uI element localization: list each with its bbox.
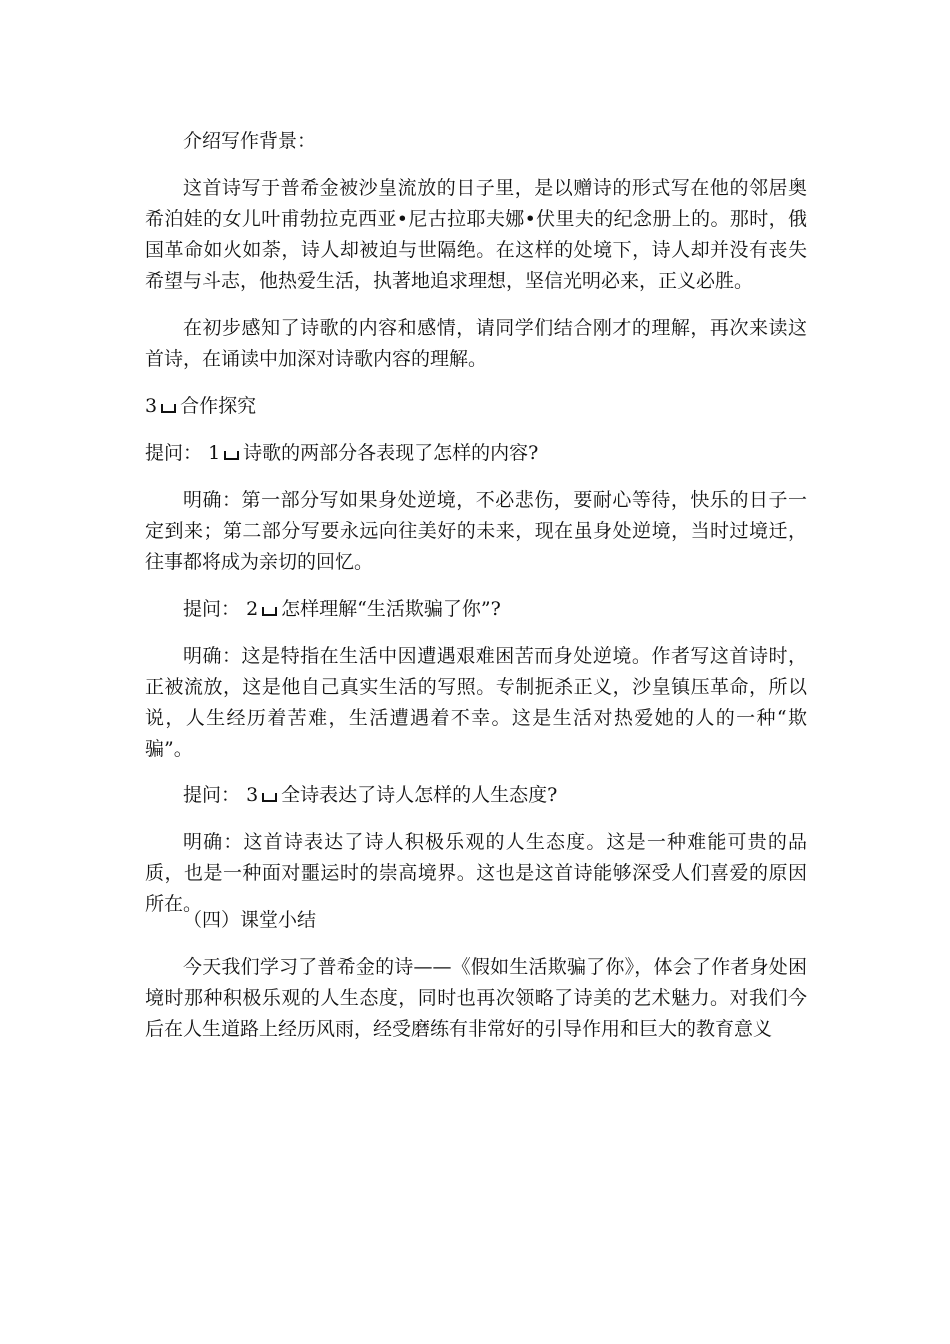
question-3 — [145, 780, 807, 811]
reading-instruction-paragraph: 在初步感知了诗歌的内容和感情，请同学们结合刚才的理解，再次来读这首诗，在诵读中加深对诗歌内容的理解。 — [145, 317, 807, 370]
question-2 — [145, 594, 807, 625]
list-marker-icon — [262, 607, 277, 616]
background-paragraph: 这首诗写于普希金被沙皇流放的日子里，是以赠诗的形式写在他的邻居奥希泊娃的女儿叶甫勃拉克西亚•尼古拉耶夫娜•伏里夫的纪念册上的。那时，俄国革命如火如荼，诗人却被迫与世隔绝。在这样的处境下，诗人却并没有丧失希望与斗志，他热爱生活，执著地追求理想，坚信光明必来，正义必胜。 — [145, 177, 807, 292]
question-prefix: 提问： — [183, 598, 241, 620]
section-number: 3 — [145, 395, 158, 417]
answer-1-paragraph: 明确：第一部分写如果身处逆境，不必悲伤，要耐心等待，快乐的日子一定到来；第二部分写要永远向往美好的未来，现在虽身处逆境，当时过境迁，往事都将成为亲切的回忆。 — [145, 489, 807, 573]
background-heading: 介绍写作背景： — [183, 130, 317, 152]
section-title: 合作探究 — [180, 395, 257, 417]
answer-2-paragraph: 明确：这是特指在生活中因遭遇艰难困苦而身处逆境。作者写这首诗时，正被流放，这是他自己真实生活的写照。专制扼杀正义，沙皇镇压革命，所以说，人生经历着苦难，生活遭遇着不幸。这是生活对热爱她的人的一种“欺骗”。 — [145, 645, 807, 760]
question-1 — [145, 438, 807, 469]
class-summary-paragraph: 今天我们学习了普希金的诗——《假如生活欺骗了你》，体会了作者身处困境时那种积极乐观的人生态度，同时也再次领略了诗美的艺术魅力。对我们今后在人生道路上经历风雨，经受磨练有非常好的引导作用和巨大的教育意义 — [145, 956, 807, 1040]
question-number: 2 — [246, 598, 259, 620]
class-summary-heading: （四）课堂小结 — [183, 909, 317, 931]
list-marker-icon — [224, 451, 239, 460]
list-marker-icon — [262, 793, 277, 802]
question-number: 3 — [246, 784, 259, 806]
question-prefix: 提问： — [183, 784, 241, 806]
question-prefix: 提问： — [145, 442, 203, 464]
question-text: 诗歌的两部分各表现了怎样的内容? — [243, 442, 539, 464]
answer-3-paragraph: 明确：这首诗表达了诗人积极乐观的人生态度。这是一种难能可贵的品质，也是一种面对噩运时的崇高境界。这也是这首诗能够深受人们喜爱的原因所在。 — [145, 831, 807, 915]
question-number: 1 — [208, 442, 221, 464]
section-heading-cooperative-inquiry — [145, 391, 807, 422]
question-text: 全诗表达了诗人怎样的人生态度? — [281, 784, 558, 806]
question-text: 怎样理解“生活欺骗了你”? — [281, 598, 501, 620]
list-marker-icon — [161, 404, 176, 413]
